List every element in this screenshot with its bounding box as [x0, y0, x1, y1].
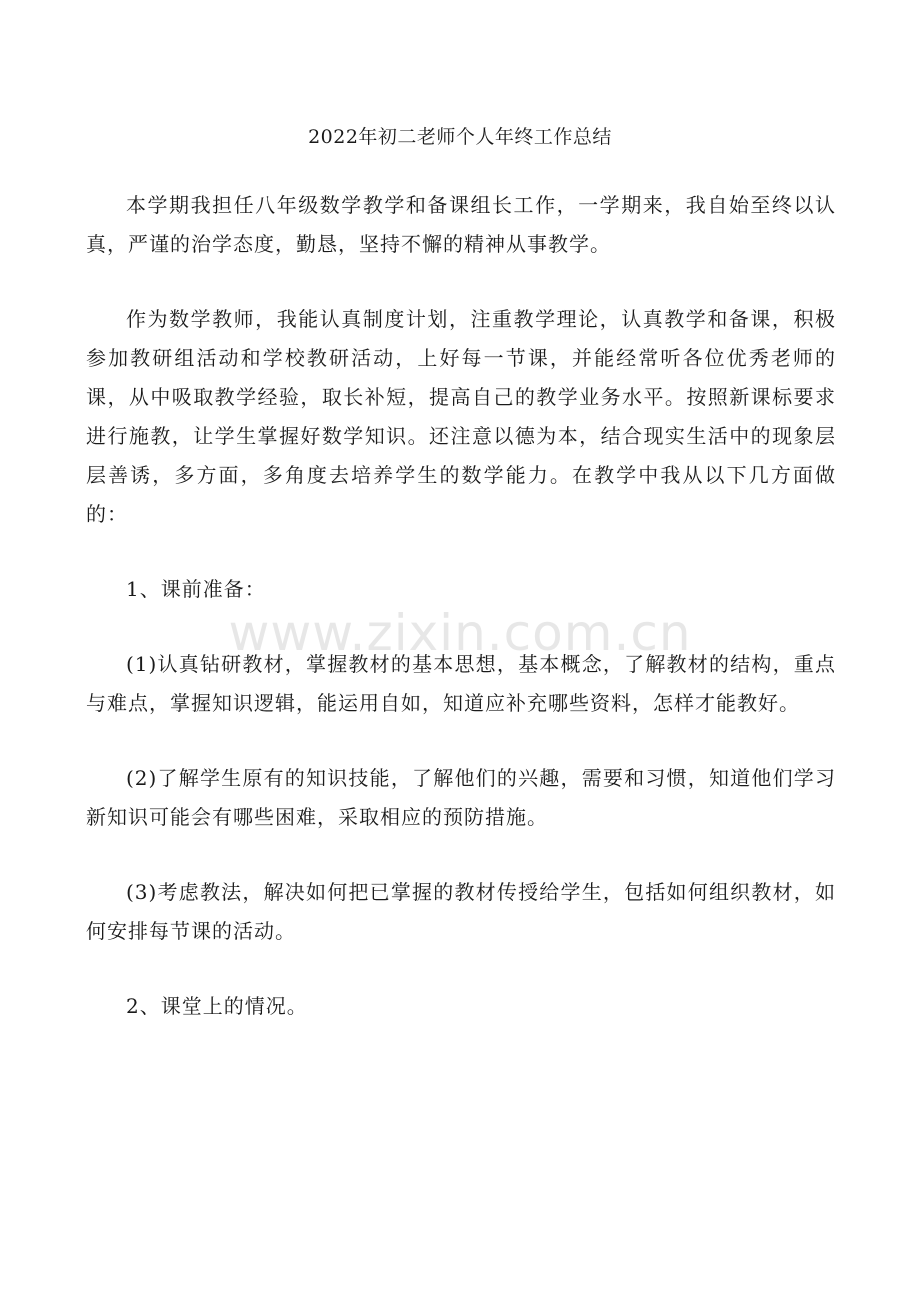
paragraph-section-2-heading: 2、课堂上的情况。 [126, 994, 308, 1018]
document-title: 2022年初二老师个人年终工作总结 [308, 126, 612, 148]
document-body [86, 186, 836, 1062]
watermark-text: www.zixin.com.cn [228, 604, 692, 662]
paragraph-section-1-heading: 1、课前准备： [126, 577, 266, 601]
paragraph-teaching: 作为数学教师，我能认真制度计划，注重教学理论，认真教学和备课，积极参加教研组活动和学校教研活动，上好每一节课，并能经常听各位优秀老师的课，从中吸取教学经验，取长补短，提高自己的教学业务水平。按照新课标要求进行施教，让学生掌握好数学知识。还注意以德为本，结合现实生活中的现象层层善诱，多方面，多角度去培养学生的数学能力。在教学中我从以下几方面做的： [86, 307, 836, 526]
paragraph-intro: 本学期我担任八年级数学教学和备课组长工作，一学期来，我自始至终以认真，严谨的治学态度，勤恳，坚持不懈的精神从事教学。 [86, 193, 836, 256]
paragraph-item-3: (3)考虑教法，解决如何把已掌握的教材传授给学生，包括如何组织教材，如何安排每节课的活动。 [86, 880, 836, 943]
paragraph-item-2: (2)了解学生原有的知识技能，了解他们的兴趣，需要和习惯，知道他们学习新知识可能会有哪些困难，采取相应的预防措施。 [86, 766, 836, 829]
paragraph-item-1: (1)认真钻研教材，掌握教材的基本思想，基本概念，了解教材的结构，重点与难点，掌握知识逻辑，能运用自如，知道应补充哪些资料，怎样才能教好。 [86, 652, 836, 715]
